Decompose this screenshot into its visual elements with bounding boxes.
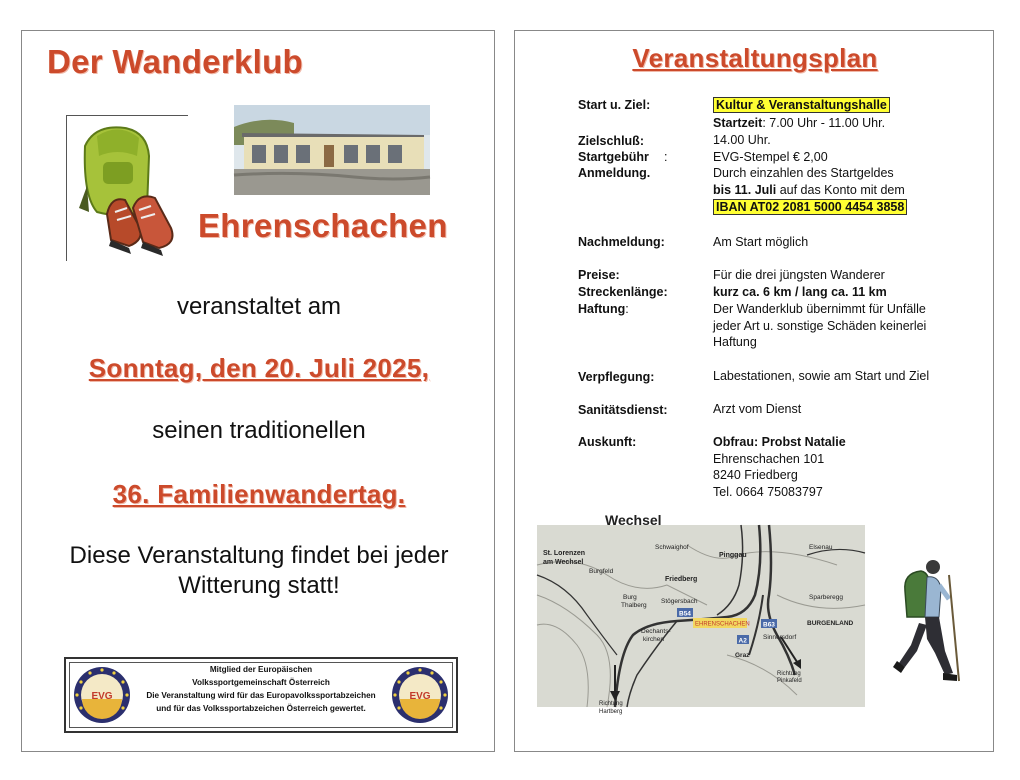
contact-city: 8240 Friedberg (713, 468, 798, 482)
start-value (713, 97, 890, 114)
prizes-value: Für die drei jüngsten Wanderer (713, 268, 885, 282)
fee-colon: : (664, 150, 668, 164)
map-label-burgenland: BURGENLAND (807, 620, 854, 627)
tradition-text: seinen traditionellen (152, 417, 366, 444)
start-venue-highlight: Kultur & Veranstaltungshalle (713, 97, 890, 113)
finish-label: Zielschluß: (578, 134, 644, 148)
map-label-hartberg-1: Richtung (599, 701, 623, 707)
event-hall-photo (234, 105, 430, 195)
liability-label: Haftung (578, 302, 626, 316)
contact-street: Ehrenschachen 101 (713, 451, 825, 466)
map-label-dechantskirchen-2: kirchen (643, 636, 664, 643)
evg-badge-icon (390, 665, 450, 725)
weather-notice (22, 541, 496, 601)
map-label-elsenau: Elsenau (809, 544, 833, 551)
medical-value: Arzt vom Dienst (713, 402, 802, 416)
map-label-sparberegg: Sparberegg (809, 594, 843, 601)
map-label-b54: B54 (679, 610, 691, 618)
iban-row (713, 199, 907, 216)
map-label-sinnersdorf: Sinnersdorf (763, 634, 797, 641)
liability-line-1: Der Wanderklub übernimmt für Unfälle (713, 302, 926, 316)
liability-colon: : (625, 302, 629, 316)
fee-label-row (578, 150, 668, 164)
map-label-pinkafeld-1: Richtung (777, 671, 801, 677)
club-title: Der Wanderklub (47, 43, 304, 80)
iban-highlight: IBAN AT02 2081 5000 4454 3858 (713, 199, 907, 215)
medical-label: Sanitätsdienst: (578, 403, 668, 417)
map-label-graz: Graz (735, 652, 750, 659)
registration-deadline: bis 11. Juli (713, 182, 777, 197)
weather-line-1: Diese Veranstaltung findet bei jeder (69, 542, 449, 569)
fee-value: EVG-Stempel € 2,00 (713, 150, 828, 164)
plan-title: Veranstaltungsplan (632, 43, 878, 73)
liability-line-2: jeder Art u. sonstige Schäden keinerlei (713, 318, 927, 333)
finish-value: 14.00 Uhr. (713, 133, 771, 147)
contact-value (713, 434, 846, 500)
map-label-thalberg: Thalberg (621, 602, 647, 609)
membership-line-4: und für das Volkssportabzeichen Österreich gewertet. (156, 704, 366, 713)
registration-line-1: Durch einzahlen des Startgeldes (713, 166, 894, 180)
intro-text: veranstaltet am (176, 293, 342, 320)
liability-line-3: Haftung (713, 335, 757, 349)
map-label-a2: A2 (738, 637, 747, 645)
registration-label: Anmeldung. (578, 166, 651, 180)
fee-label: Startgebühr (578, 150, 649, 164)
evg-badge-icon (72, 665, 132, 725)
evg-badge-text: EVG (409, 691, 431, 702)
map-label-ehrenschachen: EHRENSCHACHEN (695, 621, 750, 628)
start-label: Start u. Ziel: (578, 98, 651, 112)
catering-label: Verpflegung: (578, 370, 655, 384)
registration-line-2-rest: auf das Konto mit dem (776, 182, 905, 197)
map-label-burgfeld: Burgfeld (589, 568, 614, 575)
membership-line-2: Volkssportgemeinschaft Österreich (192, 678, 330, 687)
contact-name: Obfrau: Probst Natalie (713, 435, 846, 449)
map-label-stoegersbach: Stögersbach (661, 598, 698, 605)
route-map (537, 512, 865, 715)
right-flyer-page (514, 30, 994, 752)
distance-label: Streckenlänge: (578, 285, 668, 299)
map-label-st-lorenzen-1: St. Lorenzen (543, 550, 586, 557)
event-date: Sonntag, den 20. Juli 2025, (88, 353, 430, 383)
backpack-boots-photo (66, 115, 188, 261)
map-label-pinkafeld-2: Pinkafeld (777, 678, 802, 684)
map-label-st-lorenzen-2: am Wechsel (543, 559, 584, 566)
membership-box (64, 657, 458, 733)
map-label-hartberg-2: Hartberg (599, 709, 623, 715)
map-label-dechantskirchen-1: Dechants- (641, 628, 671, 635)
map-label-burg: Burg (623, 594, 637, 601)
map-label-friedberg: Friedberg (665, 576, 698, 583)
catering-value: Labestationen, sowie am Start und Ziel (713, 369, 930, 383)
registration-value (713, 165, 907, 216)
evg-badge-text: EVG (91, 691, 113, 702)
membership-text (136, 663, 386, 715)
hiker-figure-icon (887, 555, 967, 685)
weather-line-2: Witterung statt! (178, 572, 340, 599)
membership-line-1: Mitglied der Europäischen (209, 665, 313, 674)
prizes-label: Preise: (578, 268, 620, 282)
event-name: 36. Familienwandertag. (112, 479, 406, 509)
registration-line-2 (713, 182, 907, 199)
distance-value: kurz ca. 6 km / lang ca. 11 km (713, 285, 887, 299)
map-label-b63: B63 (763, 621, 775, 629)
start-time-row (713, 115, 885, 132)
membership-line-3: Die Veranstaltung wird für das Europavolkssportabzeichen (146, 691, 376, 700)
left-flyer-page (21, 30, 495, 752)
map-label-schwaighof: Schwaighof (655, 544, 689, 551)
late-registration-value: Am Start möglich (713, 235, 809, 249)
contact-label: Auskunft: (578, 435, 637, 449)
location-title: Ehrenschachen (198, 207, 448, 244)
start-time-label: Startzeit (713, 116, 763, 130)
late-registration-label: Nachmeldung: (578, 235, 665, 249)
map-label-wechsel: Wechsel (605, 512, 662, 528)
liability-label-row (578, 302, 629, 316)
start-time-value: : 7.00 Uhr - 11.00 Uhr. (762, 116, 886, 130)
map-label-pinggau: Pinggau (719, 552, 747, 559)
contact-phone: Tel. 0664 75083797 (713, 484, 823, 499)
liability-value (713, 301, 926, 351)
